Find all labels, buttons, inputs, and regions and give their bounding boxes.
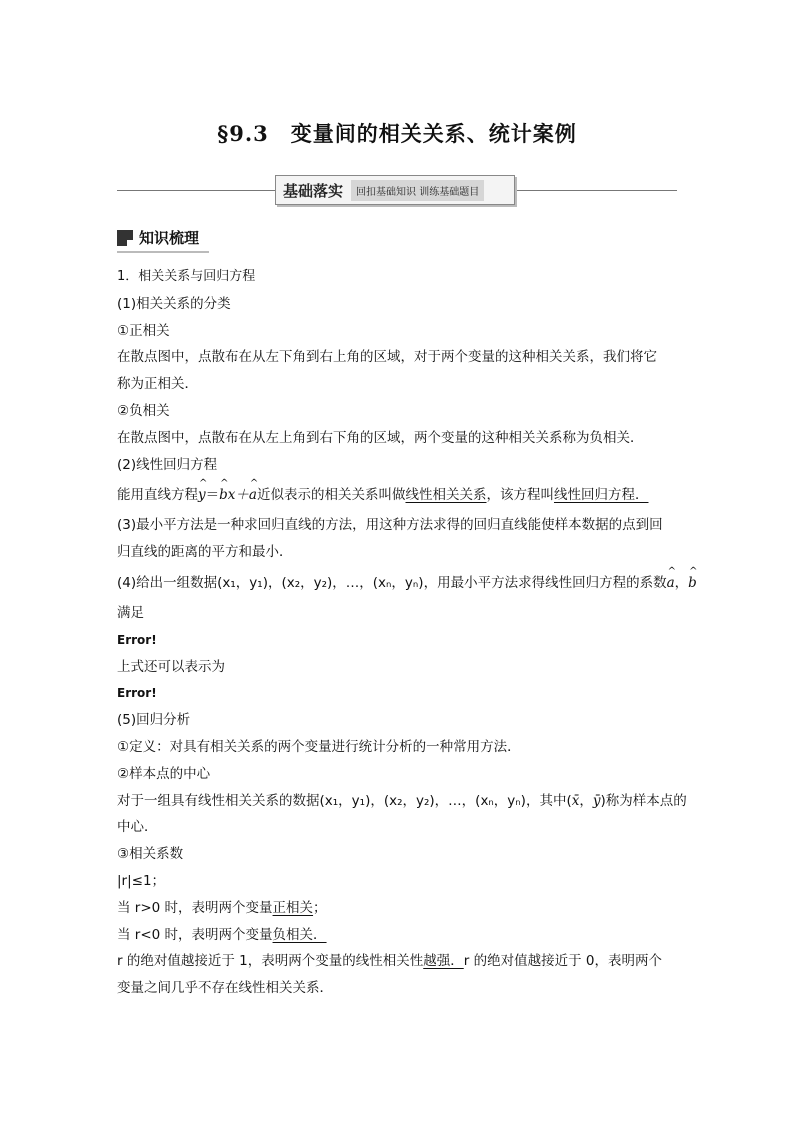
item-correlation-coefficient: ③相关系数 [117, 846, 184, 863]
subheading-classification: (1)相关关系的分类 [117, 295, 231, 312]
positive-correlation-text-2: 称为正相关． [117, 376, 198, 393]
positive-correlation-text-1: 在散点图中，点散布在从左下角到右上角的区域，对于两个变量的这种相关关系，我们将它 [117, 349, 657, 366]
sample-center-text-2: 中心． [117, 819, 158, 836]
least-squares-text-2: 归直线的距离的平方和最小． [117, 544, 293, 561]
r-negative-text: 当 r<0 时，表明两个变量负相关． [117, 926, 327, 943]
alternative-form-text: 上式还可以表示为 [117, 658, 225, 675]
a-hat-symbol: ^ a [249, 478, 257, 512]
heading-correlation-regression: 1．相关关系与回归方程 [117, 269, 256, 284]
sample-center-text: 对于一组具有线性相关关系的数据(x₁，y₁)，(x₂，y₂)，…，(xₙ，yₙ)，其中(x̄，ȳ)称为样本点的 [117, 792, 687, 809]
banner-rule-left [117, 190, 275, 191]
abs-r-constraint: |r|≤1； [117, 872, 166, 889]
answer-stronger: 越强． [423, 953, 464, 970]
b-hat-coefficient: ^ b [688, 566, 697, 600]
answer-linear-regression-equation: 线性回归方程． [553, 487, 649, 504]
coefficients-satisfy: 满足 [117, 604, 144, 621]
least-squares-text-1: (3)最小平方法是一种求回归直线的方法，用这种方法求得的回归直线能使样本数据的点到回 [117, 517, 663, 534]
section-heading-underline [117, 251, 209, 253]
document-body [117, 264, 697, 1002]
linear-regression-text: 能用直线方程^ y＝^ bx＋^ a近似表示的相关关系叫做线性相关关系，该方程叫线性回归方程． [117, 478, 679, 512]
item-positive-correlation: ①正相关 [117, 322, 170, 339]
r-positive-text: 当 r>0 时，表明两个变量正相关； [117, 899, 327, 916]
r-magnitude-text-2: 变量之间几乎不存在线性相关关系． [117, 980, 333, 997]
section-banner [275, 175, 515, 205]
b-hat-symbol: ^ b [219, 478, 228, 512]
square-bullet-icon [117, 230, 133, 246]
a-hat-coefficient: ^ a [667, 566, 675, 600]
coefficients-text: (4)给出一组数据(x₁，y₁)，(x₂，y₂)，…，(xₙ，yₙ)，用最小平方法求得线性回归方程的系数^ a，^ b [117, 566, 679, 600]
x-bar-symbol: x̄ [571, 792, 580, 809]
y-hat-symbol: ^ y [198, 478, 206, 512]
knowledge-section-heading [117, 227, 199, 248]
answer-linear-correlation: 线性相关关系 [405, 487, 487, 504]
banner-rule-right [517, 190, 677, 191]
formula-error-1: Error! [117, 632, 157, 647]
banner-title: 基础落实 [283, 181, 344, 200]
answer-positive-correlation: 正相关 [272, 899, 314, 916]
regression-definition: ①定义：对具有相关关系的两个变量进行统计分析的一种常用方法． [117, 738, 521, 755]
banner-subtitle: 回扣基础知识 训练基础题目 [351, 180, 484, 201]
negative-correlation-text: 在散点图中，点散布在从左上角到右下角的区域，两个变量的这种相关关系称为负相关． [117, 429, 644, 446]
r-magnitude-text-1: r 的绝对值越接近于 1，表明两个变量的线性相关性越强．r 的绝对值越接近于 0，表明两个 [117, 953, 662, 970]
formula-error-2: Error! [117, 686, 157, 701]
y-bar-symbol: ȳ [592, 792, 601, 809]
subheading-linear-regression: (2)线性回归方程 [117, 456, 218, 473]
answer-negative-correlation: 负相关． [272, 926, 327, 943]
item-negative-correlation: ②负相关 [117, 402, 170, 419]
subheading-regression-analysis: (5)回归分析 [117, 712, 191, 729]
section-heading-label: 知识梳理 [139, 229, 200, 247]
item-sample-center: ②样本点的中心 [117, 765, 211, 782]
page-title: §9.3 变量间的相关关系、统计案例 [217, 121, 577, 146]
